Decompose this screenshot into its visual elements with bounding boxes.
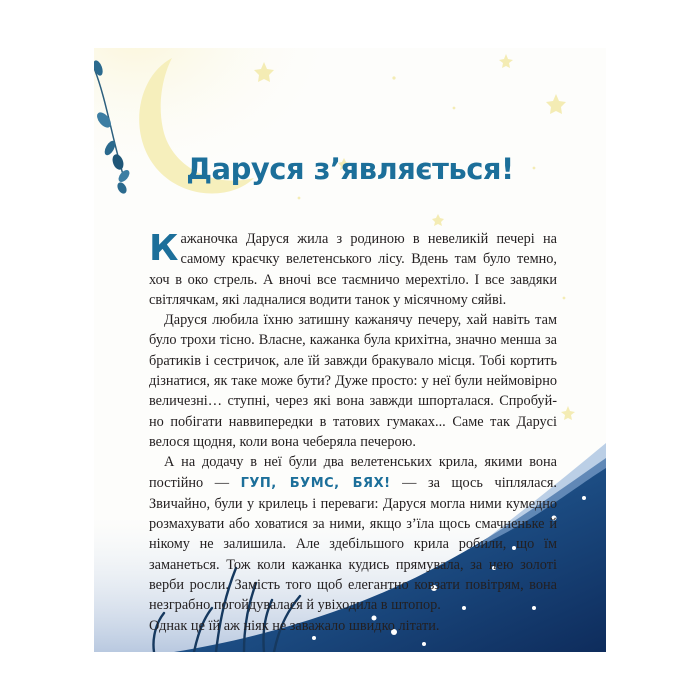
drop-cap: К xyxy=(149,228,179,269)
story-text xyxy=(149,229,557,636)
paragraph-3 xyxy=(149,452,557,615)
paragraph-4: Однак це їй аж ніяк не заважало швидко літати. xyxy=(149,617,440,634)
paragraph-1-text: ажаночка Даруся жила з родиною в невеликій печері на самому краєчку велетенського лісу. Вдень там було темно, хоч в око стрель. А вночі все таємничо мерехтіло. І все завдяки світлячкам, які ладналися водити танок у місячному сяйві. xyxy=(149,231,557,308)
page-title: Даруся з’являється! xyxy=(186,152,514,186)
book-page xyxy=(94,48,606,652)
paragraph-2: Даруся любила їхню затишну кажанячу печеру, хай навіть там було трохи тісно. Власне, кажанка була крихітна, значно менша за братиків і сестричок, але їй завжди бракувало місця. Тобі кортить дізнатися, як таке може бути? Дуже просто: у неї були неймовірно величезні… ступні, через які вона завжди шпорталася. Спробуй-но побігати наввипередки в татових гумаках... Саме так Дарусі велося щодня, коли вона чеберяла печерою. xyxy=(149,312,557,450)
sound-effect-text: ГУП, БУМС, БЯХ! xyxy=(240,475,391,491)
paragraph-1 xyxy=(149,229,557,310)
paragraph-3-before: А на додачу в неї були два велетенських крила, якими вона постійно — xyxy=(149,454,557,491)
paragraph-3-after: — за щось чіплялася. Звичайно, були у крилець і переваги: Даруся могла ними кумедно розмахувати або ховатися за ними, якщо з’їла щось смачненьке й нікому не залишила. Але здебільшого крила робили, що їм заманеться. Тож коли кажанка кудись прямувала, за нею золоті верби росли. Замість того щоб елегантно ковзати повітрям, вона незграбно погойдувалася й увіходила в штопор. xyxy=(149,474,557,614)
